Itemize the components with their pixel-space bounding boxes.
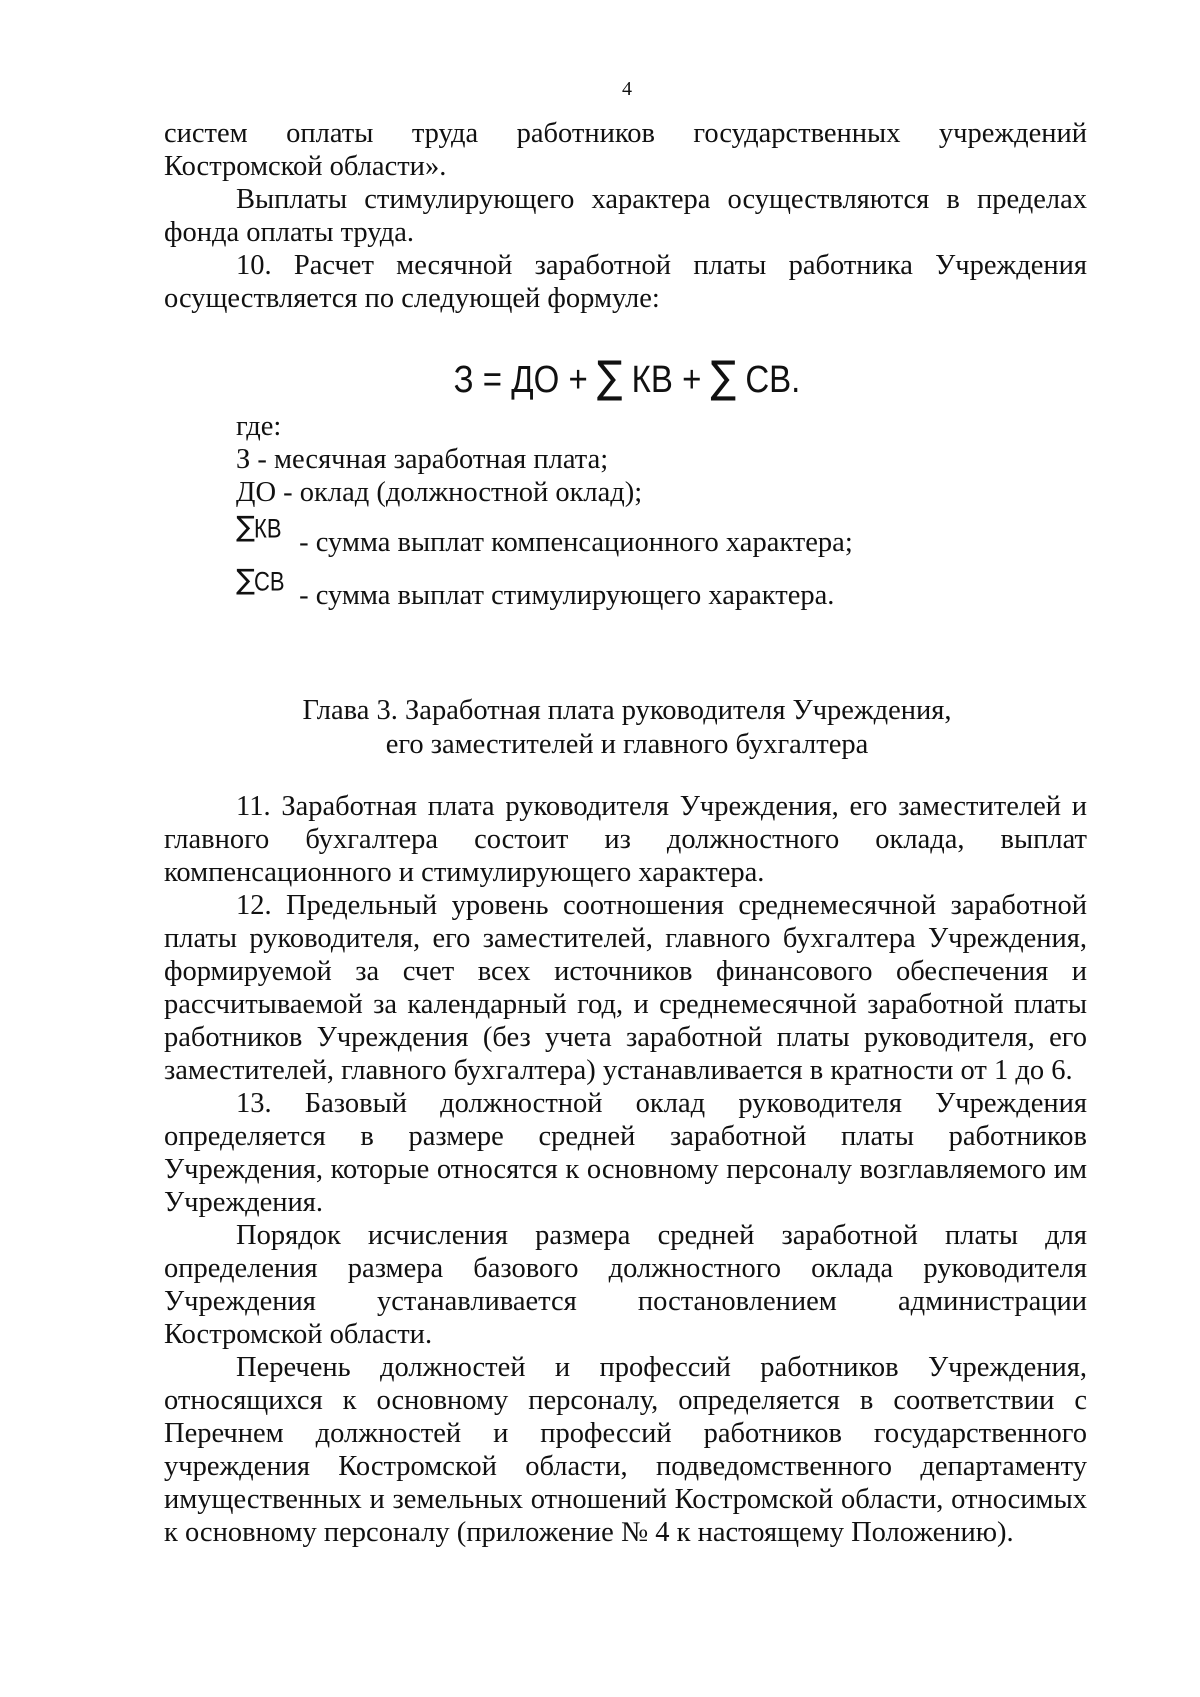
salary-formula xyxy=(0,352,1200,403)
paragraph-12: 12. Предельный уровень соотношения среднемесячной заработной платы руководителя, его заместителей, главного бухгалтера Учреждения, формируемой за счет всех источников финансового обеспечения и рассчитываемой за календарный год, и среднемесячной заработной платы работников Учреждения (без учета заработной платы руководителя, его заместителей, главного бухгалтера) устанавливается в кратности от 1 до 6. xyxy=(164,890,1087,1086)
sigma-icon: ∑ xyxy=(236,563,255,596)
legend-do: ДО - оклад (должностной оклад); xyxy=(236,477,643,508)
formula-lhs: З xyxy=(453,357,474,400)
paragraph-stimulating-payments: Выплаты стимулирующего характера осуществляются в пределах фонда оплаты труда. xyxy=(164,184,1087,248)
formula-plus-1: + xyxy=(568,357,588,400)
legend-sv-description: - сумма выплат стимулирующего характера. xyxy=(299,580,835,611)
sum-kv-symbol xyxy=(236,510,292,554)
chapter-heading-line-1: Глава 3. Заработная плата руководителя Учреждения, xyxy=(302,695,952,726)
paragraph-procedure: Порядок исчисления размера средней заработной платы для определения размера базового должностного оклада руководителя Учреждения устанавливается постановлением администрации Костромской области. xyxy=(164,1220,1087,1350)
top-text-block xyxy=(164,117,1087,315)
paragraph-10: 10. Расчет месячной заработной платы работника Учреждения осуществляется по следующей формуле: xyxy=(164,250,1087,314)
legend-kv-description: - сумма выплат компенсационного характера; xyxy=(299,527,853,558)
sum-kv-abbrev: КВ xyxy=(254,513,282,544)
paragraph-continuation: систем оплаты труда работников государственных учреждений Костромской области». xyxy=(164,118,1087,182)
formula-term-kv: КВ xyxy=(631,357,673,400)
formula-equals: = xyxy=(482,357,503,400)
legend-kv xyxy=(236,510,853,559)
paragraph-13: 13. Базовый должностной оклад руководителя Учреждения определяется в размере средней заработной платы работников Учреждения, которые относятся к основному персоналу возглавляемого им Учреждения. xyxy=(164,1088,1087,1218)
paragraph-11: 11. Заработная плата руководителя Учреждения, его заместителей и главного бухгалтера состоит из должностного оклада, выплат компенсационного и стимулирующего характера. xyxy=(164,791,1087,888)
legend-sv xyxy=(236,563,834,612)
sigma-icon: ∑ xyxy=(236,510,255,543)
formula-plus-2: + xyxy=(682,357,702,400)
formula-term-sv: СВ. xyxy=(745,357,801,400)
chapter-heading xyxy=(0,694,1200,762)
formula-term-do: ДО xyxy=(511,357,560,400)
paragraph-list-of-positions: Перечень должностей и профессий работников Учреждения, относящихся к основному персоналу, определяется в соответствии с Перечнем должностей и профессий работников государственного учреждения Костромской области, подведомственного департаменту имущественных и земельных отношений Костромской области, относимых к основному персоналу (приложение № 4 к настоящему Положению). xyxy=(164,1352,1087,1548)
sum-sv-symbol xyxy=(236,563,292,607)
legend-z: З - месячная заработная плата; xyxy=(236,444,609,475)
page-number: 4 xyxy=(622,78,632,100)
sigma-icon: ∑ xyxy=(596,351,623,403)
bottom-text-block xyxy=(164,790,1087,1549)
sum-sv-abbrev: СВ xyxy=(254,566,285,597)
sigma-icon: ∑ xyxy=(710,351,737,403)
chapter-heading-line-2: его заместителей и главного бухгалтера xyxy=(385,729,869,760)
legend-where: где: xyxy=(236,411,282,442)
